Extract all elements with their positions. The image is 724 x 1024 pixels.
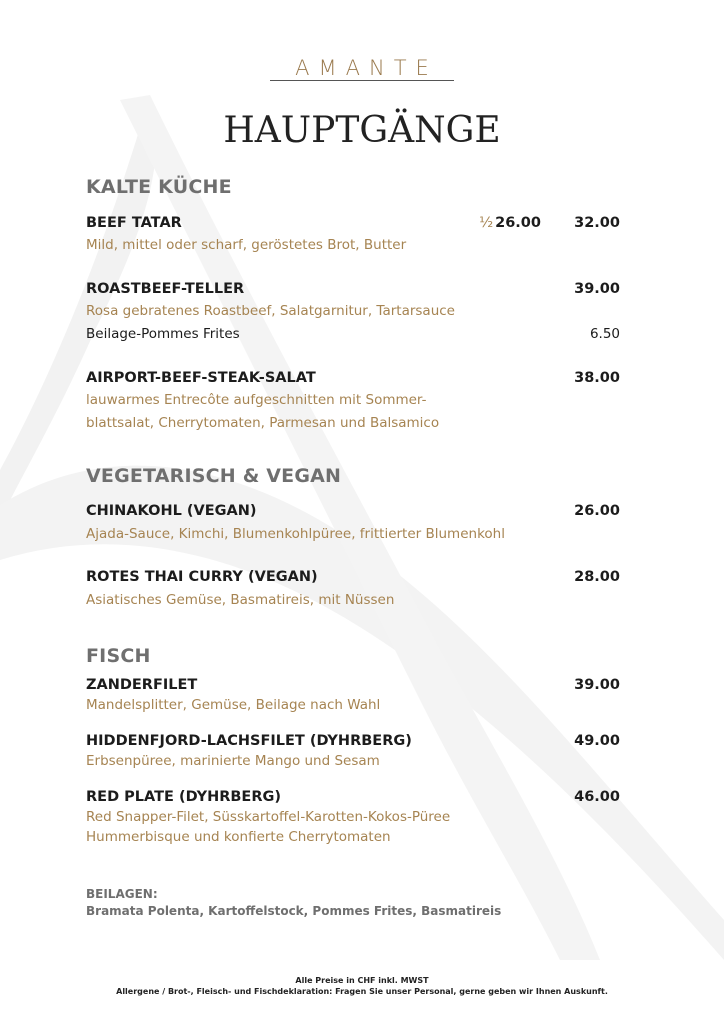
- side-option-label: Beilage-Pommes Frites: [86, 326, 240, 342]
- item-name: RED PLATE (DYHRBERG): [86, 789, 282, 805]
- item-name: AIRPORT-BEEF-STEAK-SALAT: [86, 370, 316, 386]
- item-name: BEEF TATAR: [86, 215, 182, 231]
- item-description-line1: Red Snapper-Filet, Süsskartoffel-Karotten-Kokos-Püree: [86, 809, 451, 825]
- half-price-value: 26.00: [495, 215, 541, 231]
- item-name: ZANDERFILET: [86, 677, 198, 693]
- side-option-price: 6.50: [589, 326, 620, 342]
- brand-logo: AMANTE: [295, 56, 438, 80]
- sides-list: Bramata Polenta, Kartoffelstock, Pommes Frites, Basmatireis: [86, 904, 502, 918]
- item-description-line2: Hummerbisque und konfierte Cherrytomaten: [86, 829, 391, 845]
- item-description-line2: blattsalat, Cherrytomaten, Parmesan und Balsamico: [86, 415, 440, 431]
- item-price: 28.00: [574, 569, 620, 585]
- section-title-kalte: KALTE KÜCHE: [86, 176, 232, 198]
- item-description: Asiatisches Gemüse, Basmatireis, mit Nüssen: [86, 592, 395, 608]
- item-description-line1: lauwarmes Entrecôte aufgeschnitten mit Sommer-: [86, 392, 427, 408]
- section-title-fisch: FISCH: [86, 645, 151, 667]
- item-description: Mild, mittel oder scharf, geröstetes Brot, Butter: [86, 237, 407, 253]
- item-description: Ajada-Sauce, Kimchi, Blumenkohlpüree, frittierter Blumenkohl: [86, 526, 505, 542]
- half-portion-price: [479, 215, 541, 231]
- item-price: 26.00: [574, 503, 620, 519]
- footer-allergen-note: Allergene / Brot-, Fleisch- und Fischdeklaration: Fragen Sie unser Personal, gerne geben wir Ihnen Auskunft.: [116, 987, 608, 996]
- item-description: Erbsenpüree, marinierte Mango und Sesam: [86, 753, 380, 769]
- item-name: CHINAKOHL (VEGAN): [86, 503, 257, 519]
- item-description: Mandelsplitter, Gemüse, Beilage nach Wahl: [86, 697, 381, 713]
- item-price: 39.00: [574, 677, 620, 693]
- item-description: Rosa gebratenes Roastbeef, Salatgarnitur, Tartarsauce: [86, 303, 455, 319]
- item-name: ROASTBEEF-TELLER: [86, 281, 245, 297]
- item-price: 32.00: [574, 215, 620, 231]
- item-price: 39.00: [574, 281, 620, 297]
- item-name: ROTES THAI CURRY (VEGAN): [86, 569, 318, 585]
- footer-price-note: Alle Preise in CHF inkl. MWST: [295, 976, 429, 985]
- logo-underline: [270, 80, 454, 81]
- item-price: 49.00: [574, 733, 620, 749]
- section-title-vegetarisch: VEGETARISCH & VEGAN: [86, 465, 342, 487]
- item-price: 38.00: [574, 370, 620, 386]
- item-name: HIDDENFJORD-LACHSFILET (DYHRBERG): [86, 733, 412, 749]
- half-symbol: ½: [479, 215, 494, 231]
- sides-heading: BEILAGEN:: [86, 887, 158, 901]
- item-price: 46.00: [574, 789, 620, 805]
- page-title: HAUPTGÄNGE: [223, 110, 501, 151]
